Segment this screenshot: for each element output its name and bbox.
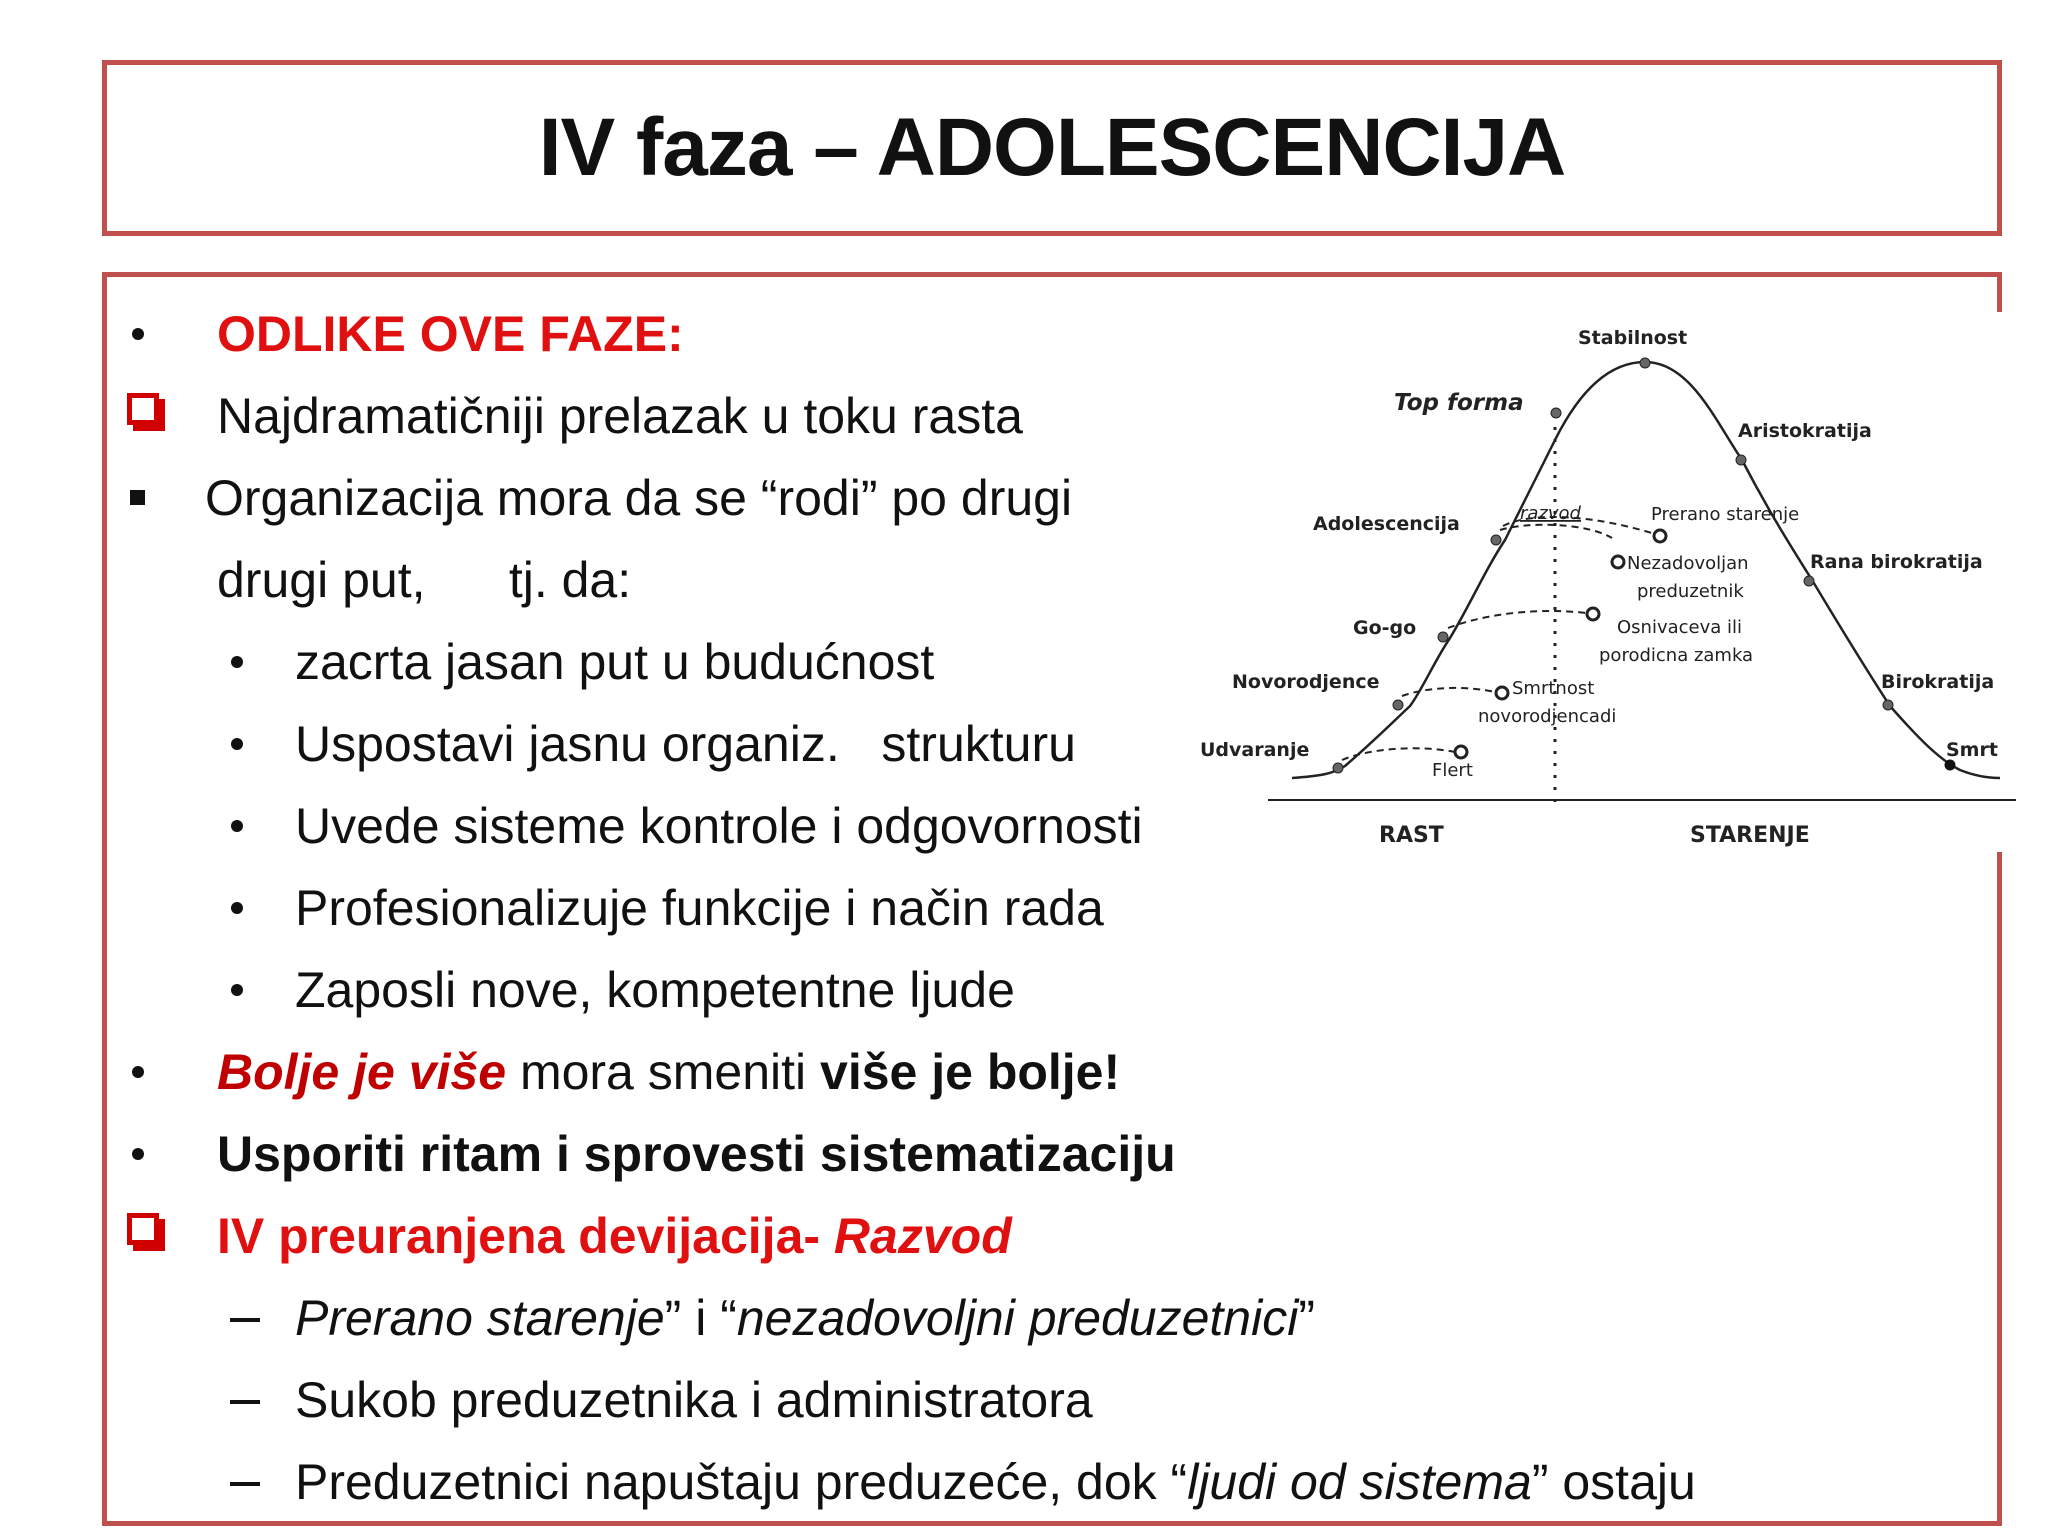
axis-label-starenje: STARENJE [1690,823,1810,848]
plain-text: ” i “ [664,1290,737,1346]
stage-label-smrt: Smrt [1946,739,1998,761]
item-text [217,1037,1120,1107]
bullet-dot-icon [231,738,243,750]
stage-point-smrt [1945,760,1955,770]
stage-label-udvaranje: Udvaranje [1200,739,1310,761]
checkbox-square-icon [127,1213,159,1245]
trap-label-prerano: Prerano starenje [1651,504,1800,525]
italic-text: nezadovoljni preduzetnici [736,1290,1299,1346]
stage-point-stabilnost [1640,358,1650,368]
plain-text: ” ostaju [1531,1454,1696,1510]
lifecycle-diagram-svg [1190,312,2020,852]
bold-text: više je bolje! [820,1044,1121,1100]
trap-label-smrtnost-2: novorodjencadi [1478,706,1617,727]
stage-label-aristokratija: Aristokratija [1738,420,1872,442]
bullet-dot-icon [231,820,243,832]
emphasis-text: Bolje je više [217,1044,507,1100]
stage-point-birokratija [1883,700,1893,710]
trap-label-smrtnost: Smrtnost [1512,678,1595,699]
square-bullet-icon [130,490,145,505]
stage-label-birokratija: Birokratija [1881,671,1995,693]
slide-title: IV faza – ADOLESCENCIJA [538,102,1566,193]
stage-label-novorodjence: Novorodjence [1232,671,1380,693]
deviation-label: IV preuranjena devijacija- [217,1208,834,1264]
stage-point-ranabirokratija [1804,576,1814,586]
stage-label-topforma: Top forma [1394,390,1524,416]
stage-point-udvaranje [1333,763,1343,773]
dash-icon [230,1400,260,1404]
bullet-dot-icon [132,1148,144,1160]
dash-text: Sukob preduzetnika i administratora [295,1372,1093,1428]
plain-text: ” [1298,1290,1315,1346]
trap-point-nezadovoljan [1612,556,1624,568]
item-text: Najdramatičniji prelazak u toku rasta [217,388,1023,444]
trap-point-smrtnost [1496,687,1508,699]
plain-text: mora smeniti [506,1044,821,1100]
stage-point-novorodjence [1393,700,1403,710]
bullet-dot-icon [231,984,243,996]
stage-label-ranabirokratija: Rana birokratija [1810,551,1983,573]
deviation-emphasis: Razvod [833,1208,1012,1264]
trap-label-osnivaceva-2: porodicna zamka [1599,645,1754,666]
lifecycle-diagram [1190,312,2020,852]
dash-icon [230,1482,260,1486]
axis-label-rast: RAST [1379,823,1444,848]
trap-point-flert [1455,746,1467,758]
plain-text: Preduzetnici napuštaju preduzeće, dok “ [295,1454,1188,1510]
item-text: Organizacija mora da se “rodi” po drugi [205,470,1073,526]
trap-label-osnivaceva: Osnivaceva ili [1617,617,1743,638]
stage-point-adolescencija [1491,535,1501,545]
bullet-dot-icon [231,656,243,668]
trap-point-osnivaceva [1587,608,1599,620]
trap-arrow-osnivaceva [1448,611,1586,628]
stage-label-gogo: Go-go [1353,617,1417,639]
item-text: drugi put, tj. da: [217,552,632,608]
trap-arrow-flert [1342,748,1455,760]
bullet-dot-icon [132,1066,144,1078]
trap-point-prerano [1654,530,1666,542]
item-text: Usporiti ritam i sprovesti sistematizaciju [217,1126,1176,1182]
stage-label-stabilnost: Stabilnost [1578,327,1688,349]
trap-label-razvod: razvod [1520,503,1581,524]
bullet-dot-icon [132,328,144,340]
subitem-text: Zaposli nove, kompetentne ljude [295,962,1015,1018]
italic-text: Prerano starenje [295,1290,665,1346]
checkbox-square-icon [127,393,159,425]
stage-point-gogo [1438,632,1448,642]
deviation-text [217,1201,1012,1271]
bullet-dot-icon [231,902,243,914]
subitem-text: Profesionalizuje funkcije i način rada [295,880,1104,936]
title-box [102,60,2002,236]
subitem-text: Uspostavi jasnu organiz. strukturu [295,716,1076,772]
stage-point-aristokratija [1736,455,1746,465]
trap-label-nezadovoljan: Nezadovoljan [1627,553,1749,574]
stage-label-adolescencija: Adolescencija [1313,513,1460,535]
trap-label-nezadovoljan-2: preduzetnik [1637,581,1744,602]
italic-text: ljudi od sistema [1187,1454,1532,1510]
dash-text [295,1283,1315,1353]
dash-text [295,1447,1696,1517]
subitem-text: zacrta jasan put u budućnost [295,634,935,690]
stage-point-topforma [1551,408,1561,418]
heading-text: ODLIKE OVE FAZE: [217,306,684,362]
subitem-text: Uvede sisteme kontrole i odgovornosti [295,798,1143,854]
trap-label-flert: Flert [1432,760,1473,781]
dash-icon [230,1318,260,1322]
